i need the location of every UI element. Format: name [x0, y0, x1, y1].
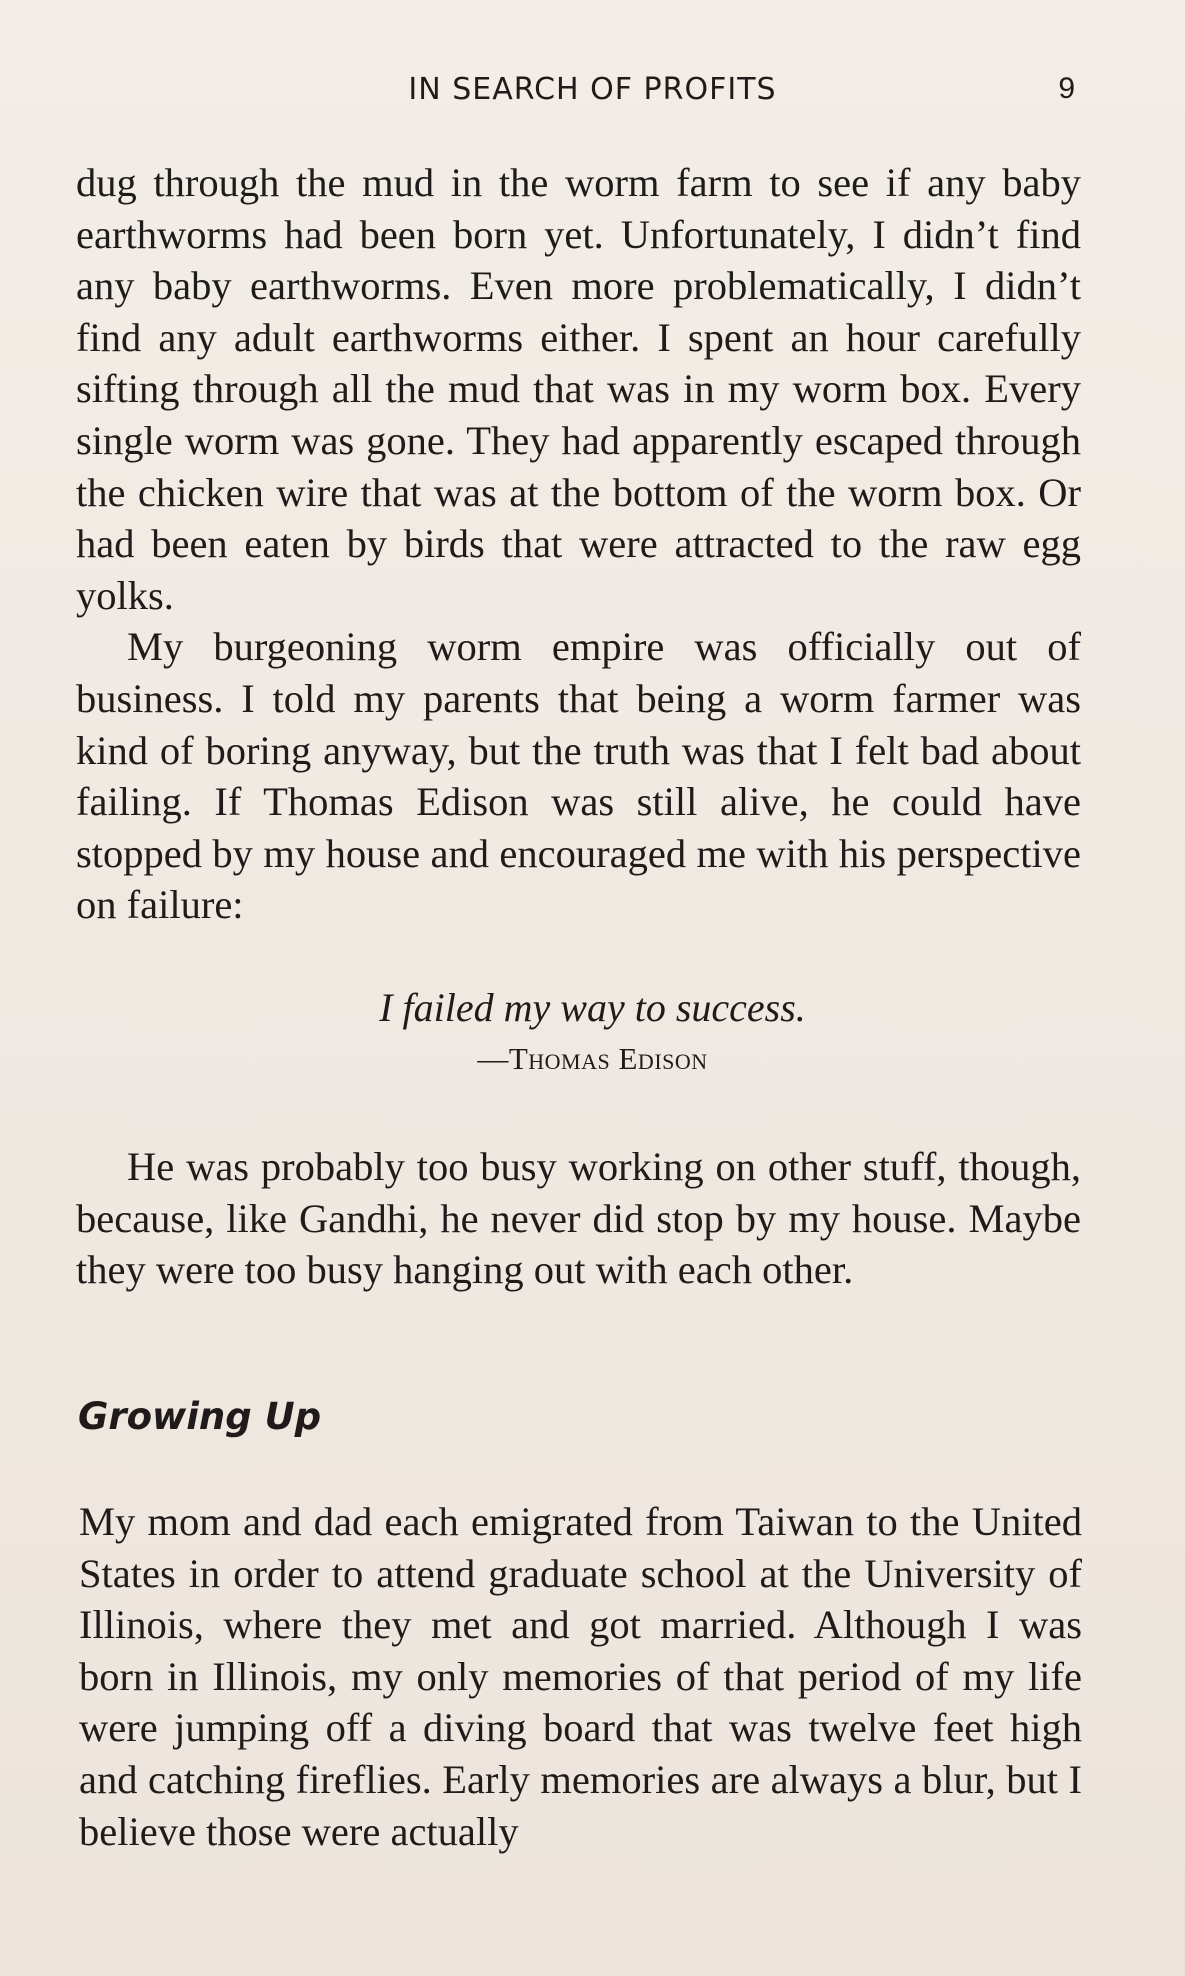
paragraph: He was probably too busy working on other stuff, though, because, like Gandhi, he never did stop by my house. Maybe they were too busy hanging out with each other.: [76, 1144, 1081, 1293]
epigraph-attribution: —Thomas Edison: [477, 1041, 708, 1076]
epigraph-quote: I failed my way to success.: [379, 985, 806, 1030]
paragraph: dug through the mud in the worm farm to see if any baby earthworms had been born yet. Unfortunately, I didn’t find any baby earthworms. Even more problematically, I didn’t find any adult earthworms either. I spent an hour carefully sifting through all the mud that was in my worm box. Every single worm was gone. They had apparently escaped through the chicken wire that was at the bottom of the worm box. Or had been eaten by birds that were attracted to the raw egg yolks.: [76, 160, 1081, 618]
body-text-middle: [76, 1141, 1081, 1296]
body-text-top: [76, 157, 1081, 931]
page-number: 9: [1058, 72, 1075, 105]
section-heading: Growing Up: [78, 1395, 322, 1438]
running-title: IN SEARCH OF PROFITS: [408, 72, 777, 107]
body-text-section: [79, 1496, 1082, 1857]
running-head: [0, 70, 1185, 114]
epigraph: [0, 982, 1185, 1084]
paragraph: My burgeoning worm empire was officially out of business. I told my parents that being a worm farmer was kind of boring anyway, but the truth was that I felt bad about failing. If Thomas Edison was still alive, he could have stopped by my house and encouraged me with his perspective on failure:: [76, 624, 1081, 928]
paragraph: My mom and dad each emigrated from Taiwan to the United States in order to attend graduate school at the University of Illinois, where they met and got married. Although I was born in Illinois, my only memories of that period of my life were jumping off a diving board that was twelve feet high and catching fireflies. Early memories are always a blur, but I believe those were actually: [79, 1499, 1082, 1854]
